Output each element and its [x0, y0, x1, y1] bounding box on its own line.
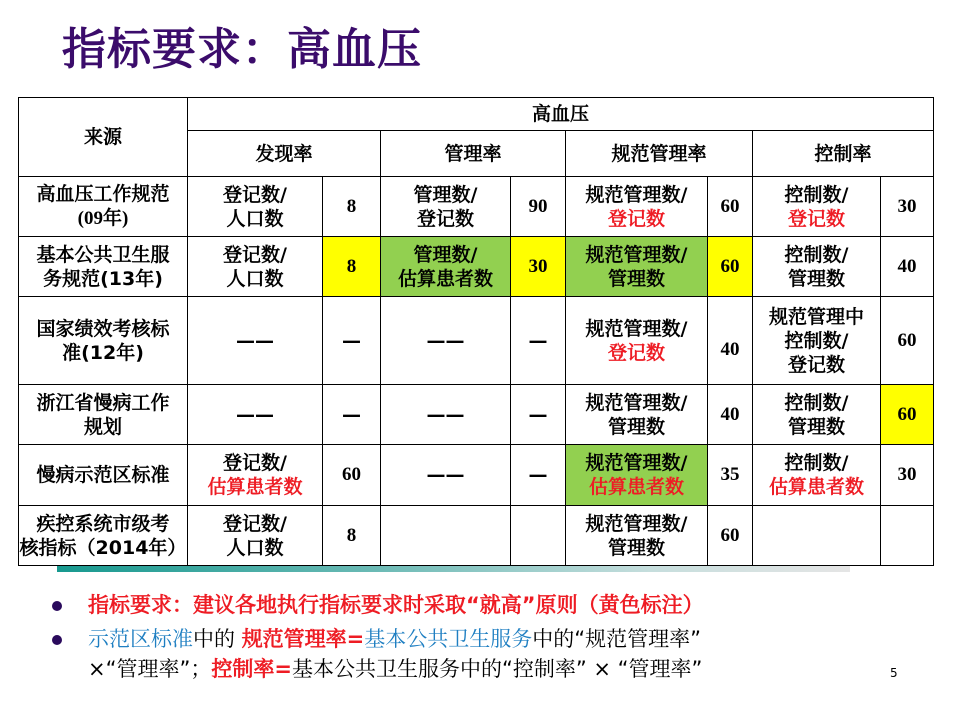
- manage-value: —: [511, 445, 566, 506]
- note-text: 基本公共卫生服务中的“控制率” × “管理率”: [291, 657, 703, 681]
- control-formula: 控制数/ 估算患者数: [753, 445, 881, 506]
- detect-formula: ——: [188, 297, 323, 385]
- manage-value: [511, 506, 566, 566]
- table-row: [19, 506, 934, 566]
- note-text: 中的“规范管理率”: [532, 627, 702, 651]
- source-cell: 国家绩效考核标 准(12年): [19, 297, 188, 385]
- table-row: [19, 237, 934, 297]
- header-std-manage-rate: 规范管理率: [566, 131, 753, 177]
- note-text-red: 控制率=: [211, 657, 292, 681]
- detect-value: 8: [323, 506, 381, 566]
- detect-formula: 登记数/ 人口数: [188, 506, 323, 566]
- bullet-dot-icon: [52, 601, 62, 611]
- std-manage-value: 40: [708, 297, 753, 385]
- std-manage-formula: 规范管理数/ 登记数: [566, 177, 708, 237]
- control-value: 60: [881, 385, 934, 445]
- control-value: 30: [881, 177, 934, 237]
- control-formula: 规范管理中 控制数/ 登记数: [753, 297, 881, 385]
- note-text-blue: 示范区标准: [88, 627, 193, 651]
- note-text-red: 规范管理率=: [241, 627, 365, 651]
- detect-value: 8: [323, 177, 381, 237]
- note-text: ×“管理率”；: [88, 657, 212, 681]
- manage-formula: ——: [381, 385, 511, 445]
- detect-formula: 登记数/ 人口数: [188, 237, 323, 297]
- manage-value: 30: [511, 237, 566, 297]
- manage-formula: 管理数/ 估算患者数: [381, 237, 511, 297]
- decorative-gradient-bar: [57, 566, 850, 572]
- manage-value: —: [511, 385, 566, 445]
- table-row: [19, 177, 934, 237]
- header-control-rate: 控制率: [753, 131, 934, 177]
- detect-formula: 登记数/ 人口数: [188, 177, 323, 237]
- std-manage-value: 60: [708, 177, 753, 237]
- indicator-table: [18, 97, 934, 566]
- std-manage-formula: 规范管理数/ 管理数: [566, 506, 708, 566]
- detect-value: 60: [323, 445, 381, 506]
- manage-formula: 管理数/ 登记数: [381, 177, 511, 237]
- detect-formula: ——: [188, 385, 323, 445]
- manage-value: —: [511, 297, 566, 385]
- manage-value: 90: [511, 177, 566, 237]
- table-row: [19, 297, 934, 385]
- detect-value: 8: [323, 237, 381, 297]
- note-text: 指标要求：建议各地执行指标要求时采取“就高”原则（黄色标注）: [88, 593, 704, 617]
- control-value: [881, 506, 934, 566]
- table-row: [19, 445, 934, 506]
- source-cell: 疾控系统市级考 核指标（2014年）: [19, 506, 188, 566]
- note-item: [52, 590, 932, 620]
- page-title: 指标要求：高血压: [62, 24, 422, 75]
- header-source: 来源: [19, 98, 188, 177]
- manage-formula: ——: [381, 445, 511, 506]
- control-formula: 控制数/ 管理数: [753, 237, 881, 297]
- page-number: 5: [890, 666, 898, 680]
- note-item: [52, 624, 932, 684]
- std-manage-formula: 规范管理数/ 登记数: [566, 297, 708, 385]
- notes-list: [52, 590, 932, 684]
- header-detect-rate: 发现率: [188, 131, 381, 177]
- manage-formula: ——: [381, 297, 511, 385]
- std-manage-value: 40: [708, 385, 753, 445]
- control-formula: 控制数/ 登记数: [753, 177, 881, 237]
- source-cell: 慢病示范区标准: [19, 445, 188, 506]
- detect-value: —: [323, 385, 381, 445]
- std-manage-value: 60: [708, 237, 753, 297]
- header-group: 高血压: [188, 98, 934, 131]
- control-formula: [753, 506, 881, 566]
- bullet-dot-icon: [52, 635, 62, 645]
- std-manage-value: 60: [708, 506, 753, 566]
- control-value: 40: [881, 237, 934, 297]
- source-cell: 浙江省慢病工作 规划: [19, 385, 188, 445]
- std-manage-value: 35: [708, 445, 753, 506]
- source-cell: 高血压工作规范 (09年): [19, 177, 188, 237]
- control-value: 60: [881, 297, 934, 385]
- note-text-blue: 基本公共卫生服务: [364, 627, 533, 651]
- std-manage-formula: 规范管理数/ 管理数: [566, 237, 708, 297]
- std-manage-formula: 规范管理数/ 估算患者数: [566, 445, 708, 506]
- manage-formula: [381, 506, 511, 566]
- detect-formula: 登记数/ 估算患者数: [188, 445, 323, 506]
- note-text: 中的: [193, 627, 242, 651]
- detect-value: —: [323, 297, 381, 385]
- control-formula: 控制数/ 管理数: [753, 385, 881, 445]
- source-cell: 基本公共卫生服 务规范(13年): [19, 237, 188, 297]
- table-row: [19, 385, 934, 445]
- header-manage-rate: 管理率: [381, 131, 566, 177]
- std-manage-formula: 规范管理数/ 管理数: [566, 385, 708, 445]
- control-value: 30: [881, 445, 934, 506]
